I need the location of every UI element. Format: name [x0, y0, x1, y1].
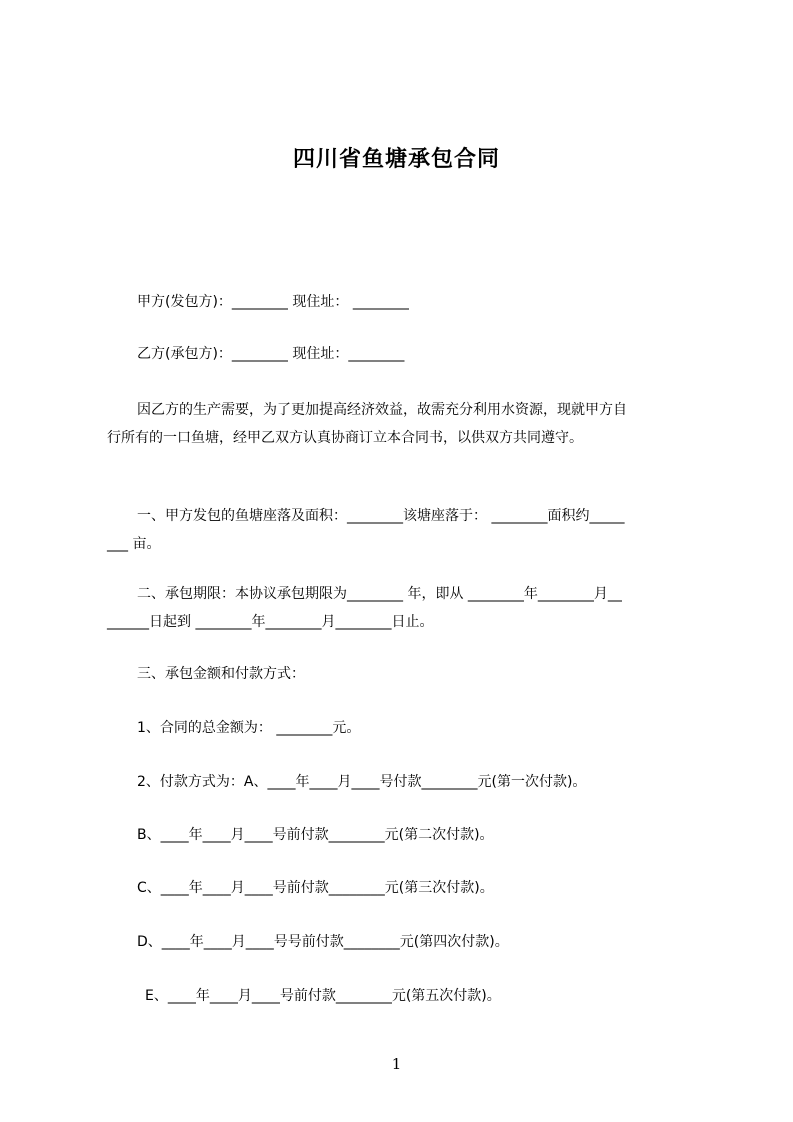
clause-2-line-2: ______日起到 ________年________月________日止。: [107, 614, 434, 630]
payment-item-b: B、____年____月____号前付款________元(第二次付款)。: [137, 827, 494, 843]
payment-item-2: 2、付款方式为：A、____年____月____号付款________元(第一次付款)。: [137, 774, 587, 790]
document-title: 四川省鱼塘承包合同: [292, 147, 500, 172]
payment-item-1: 1、合同的总金额为： ________元。: [137, 720, 361, 736]
payment-item-c: C、____年____月____号前付款________元(第三次付款)。: [137, 880, 494, 896]
party-b-line: 乙方(承包方)：________ 现住址：________: [137, 346, 405, 362]
payment-item-d: D、____年____月____号号前付款________元(第四次付款)。: [137, 934, 509, 950]
preamble-line-2: 行所有的一口鱼塘，经甲乙双方认真协商订立本合同书，以供双方共同遵守。: [107, 430, 583, 446]
preamble-line-1: 因乙方的生产需要，为了更加提高经济效益，故需充分利用水资源，现就甲方自: [137, 402, 627, 418]
clause-2-line-1: 二、承包期限：本协议承包期限为________ 年，即从 ________年________月__: [137, 586, 622, 602]
clause-1-line-1: 一、甲方发包的鱼塘座落及面积：________该塘座落于： ________面积约_____: [137, 508, 625, 524]
clause-1-line-2: ___ 亩。: [107, 536, 161, 552]
page-number: 1: [391, 1055, 402, 1073]
payment-item-e: E、____年____月____号前付款________元(第五次付款)。: [145, 988, 501, 1004]
party-a-line: 甲方(发包方)：________ 现住址： ________: [137, 294, 409, 310]
clause-3-heading: 三、承包金额和付款方式：: [137, 666, 305, 682]
